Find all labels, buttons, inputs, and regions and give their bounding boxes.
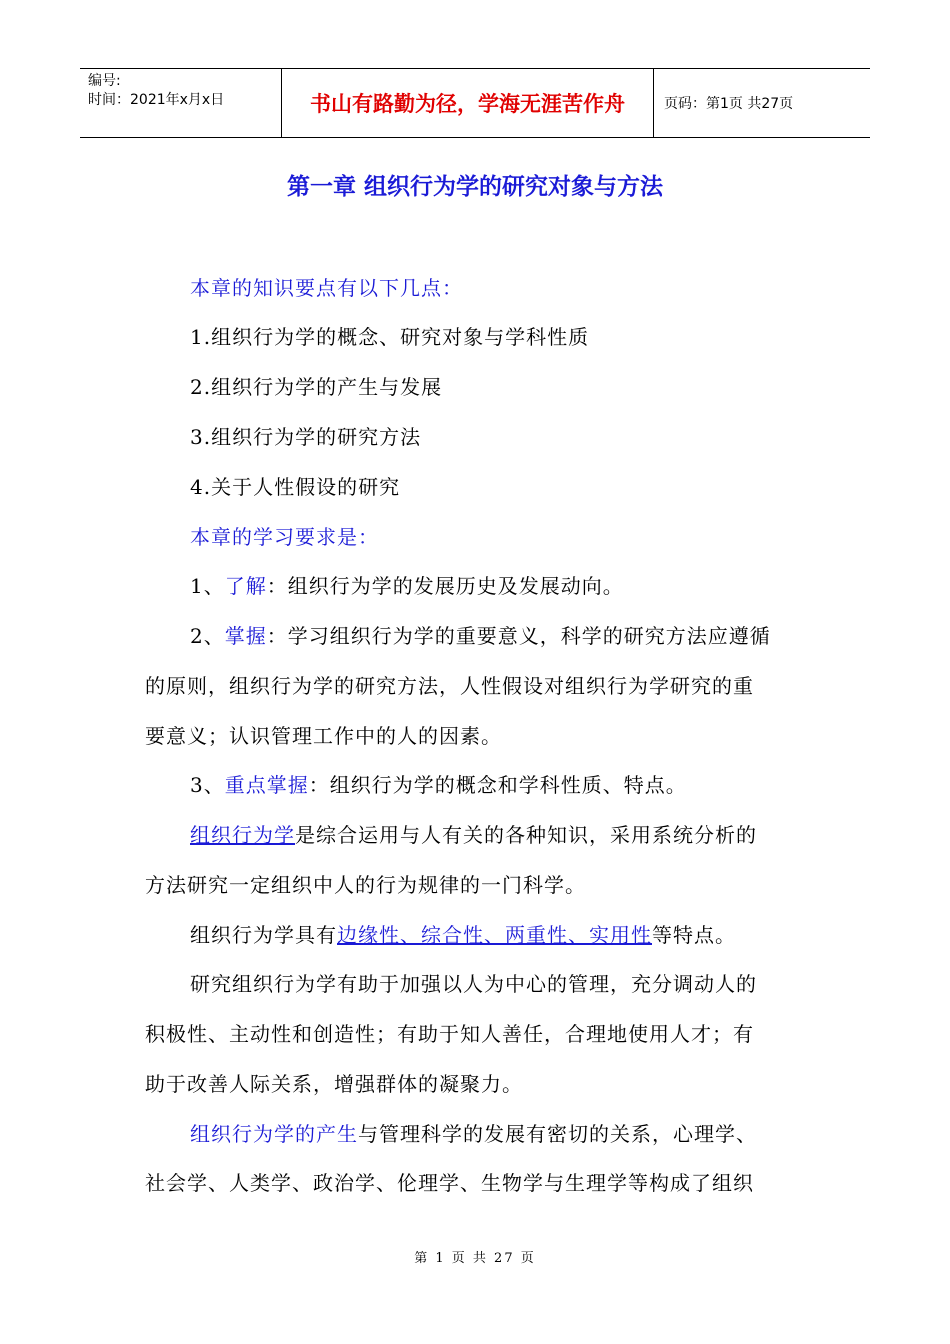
paragraph-2-pre: 组织行为学具有 <box>190 923 337 947</box>
requirement-1-num: 1、 <box>190 574 225 598</box>
requirement-3 <box>190 769 687 798</box>
header-table <box>80 68 870 138</box>
requirement-2-num: 2、 <box>190 624 225 648</box>
requirement-3-key: 重点掌握 <box>224 773 309 797</box>
header-meta <box>80 69 282 137</box>
requirement-1 <box>190 570 624 599</box>
paragraph-1 <box>190 819 757 848</box>
paragraph-2 <box>190 919 736 948</box>
requirement-2-text: ：学习组织行为学的重要意义，科学的研究方法应遵循 <box>266 624 771 648</box>
requirements-heading: 本章的学习要求是： <box>190 525 379 549</box>
paragraph-4-key: 组织行为学的产生 <box>190 1122 358 1146</box>
paragraph-4 <box>190 1118 757 1147</box>
knowledge-item-1: 1.组织行为学的概念、研究对象与学科性质 <box>190 325 590 349</box>
page-footer: 第 1 页 共 27 页 <box>414 1251 536 1266</box>
requirement-1-key: 了解 <box>224 574 267 598</box>
requirement-2-line3: 要意义；认识管理工作中的人的因素。 <box>145 724 502 748</box>
knowledge-item-3: 3.组织行为学的研究方法 <box>190 425 422 449</box>
paragraph-3-line2: 积极性、主动性和创造性；有助于知人善任，合理地使用人才；有 <box>145 1022 754 1046</box>
paragraph-2-link[interactable]: 边缘性、综合性、两重性、实用性 <box>337 923 652 947</box>
requirement-2 <box>190 620 771 649</box>
paragraph-3-line3: 助于改善人际关系，增强群体的凝聚力。 <box>145 1072 523 1096</box>
header-page-info: 页码：第1页 共27页 <box>664 96 794 112</box>
time-label: 时间：2021年x月x日 <box>88 92 225 108</box>
paragraph-1-line2: 方法研究一定组织中人的行为规律的一门科学。 <box>145 873 586 897</box>
requirement-3-text: ：组织行为学的概念和学科性质、特点。 <box>308 773 687 797</box>
number-label: 编号: <box>88 73 121 89</box>
paragraph-4-line2: 社会学、人类学、政治学、伦理学、生物学与生理学等构成了组织 <box>145 1171 754 1195</box>
knowledge-heading: 本章的知识要点有以下几点： <box>190 276 463 300</box>
paragraph-3-line1: 研究组织行为学有助于加强以人为中心的管理，充分调动人的 <box>190 972 757 996</box>
header-motto: 书山有路勤为径，学海无涯苦作舟 <box>282 69 654 137</box>
paragraph-1-link[interactable]: 组织行为学 <box>190 823 295 847</box>
knowledge-item-4: 4.关于人性假设的研究 <box>190 475 401 499</box>
chapter-title: 第一章 组织行为学的研究对象与方法 <box>286 173 663 200</box>
knowledge-item-2: 2.组织行为学的产生与发展 <box>190 375 443 399</box>
requirement-2-line2: 的原则，组织行为学的研究方法，人性假设对组织行为学研究的重 <box>145 674 754 698</box>
paragraph-4-text: 与管理科学的发展有密切的关系，心理学、 <box>358 1122 757 1146</box>
requirement-1-text: ：组织行为学的发展历史及发展动向。 <box>266 574 624 598</box>
paragraph-2-post: 等特点。 <box>652 923 736 947</box>
requirement-2-key: 掌握 <box>224 624 267 648</box>
requirement-3-num: 3、 <box>190 773 225 797</box>
paragraph-1-text: 是综合运用与人有关的各种知识，采用系统分析的 <box>295 823 757 847</box>
